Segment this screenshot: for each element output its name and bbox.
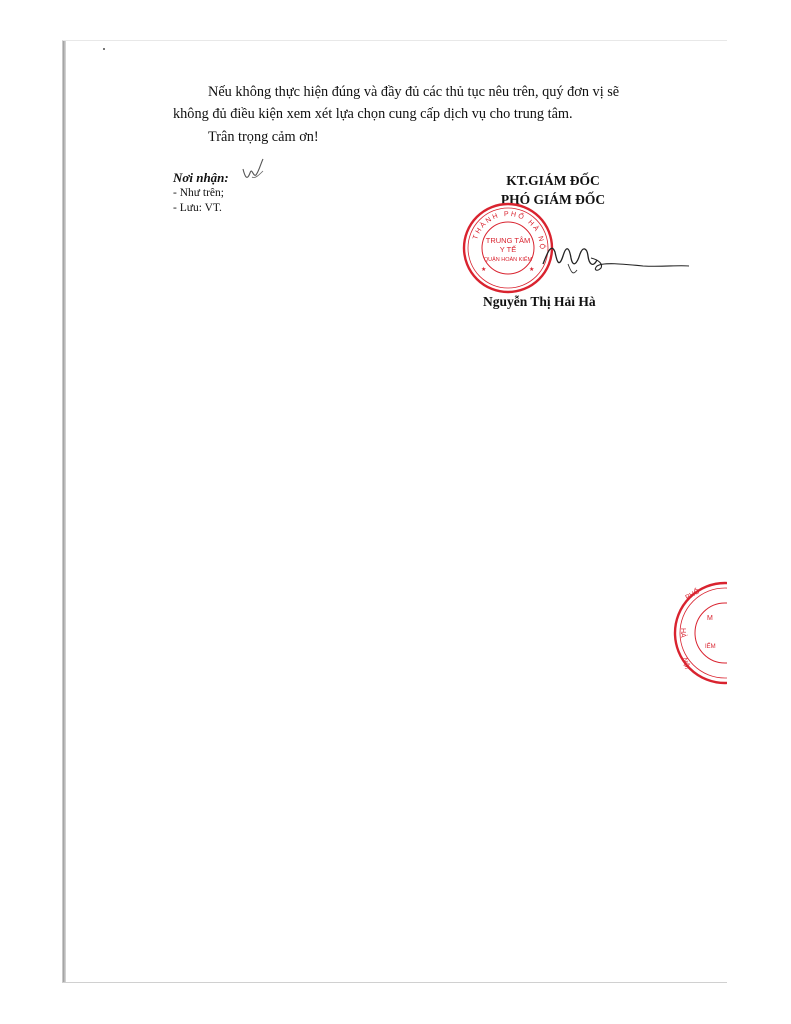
svg-text:IẾM: IẾM bbox=[705, 644, 716, 650]
body-paragraph-line-1: Nếu không thực hiện đúng và đầy đủ các thủ tục nêu trên, quý đơn vị sẽ bbox=[208, 84, 620, 100]
svg-text:★: ★ bbox=[529, 267, 535, 273]
svg-text:THÀNH PHỐ HÀ NỘI: THÀNH PHỐ HÀ NỘ bbox=[472, 210, 546, 252]
body-paragraph-line-2: không đủ điều kiện xem xét lựa chọn cung cấp dịch vụ cho trung tâm. bbox=[173, 106, 573, 122]
recipient-item: - Như trên; bbox=[173, 187, 224, 199]
scan-mark bbox=[103, 48, 105, 50]
svg-text:★: ★ bbox=[481, 267, 487, 273]
svg-text:HÀ: HÀ bbox=[679, 628, 686, 638]
svg-text:M: M bbox=[707, 615, 713, 622]
closing-text: Trân trọng cảm ơn! bbox=[208, 129, 319, 145]
svg-text:QUẬN HOÀN KIẾM: QUẬN HOÀN KIẾM bbox=[483, 257, 533, 263]
signatory-title: KT.GIÁM ĐỐC bbox=[506, 173, 600, 188]
handwritten-signature bbox=[533, 234, 693, 284]
signer-name: Nguyễn Thị Hải Hà bbox=[483, 294, 596, 309]
svg-text:NỘI: NỘI bbox=[681, 657, 690, 670]
svg-text:TRUNG TÂM: TRUNG TÂM bbox=[485, 236, 531, 245]
initial-mark bbox=[239, 155, 279, 183]
svg-text:Y TẾ: Y TẾ bbox=[499, 245, 517, 254]
scan-edge bbox=[63, 41, 66, 982]
svg-text:PHỐ: PHỐ bbox=[684, 588, 702, 602]
overlap-seal bbox=[667, 578, 727, 688]
recipients-title: Nơi nhận: bbox=[173, 170, 229, 185]
recipients-block bbox=[173, 170, 229, 216]
document-page bbox=[62, 40, 727, 983]
recipient-item: - Lưu: VT. bbox=[173, 202, 222, 214]
signatory-subtitle: PHÓ GIÁM ĐỐC bbox=[500, 192, 606, 207]
